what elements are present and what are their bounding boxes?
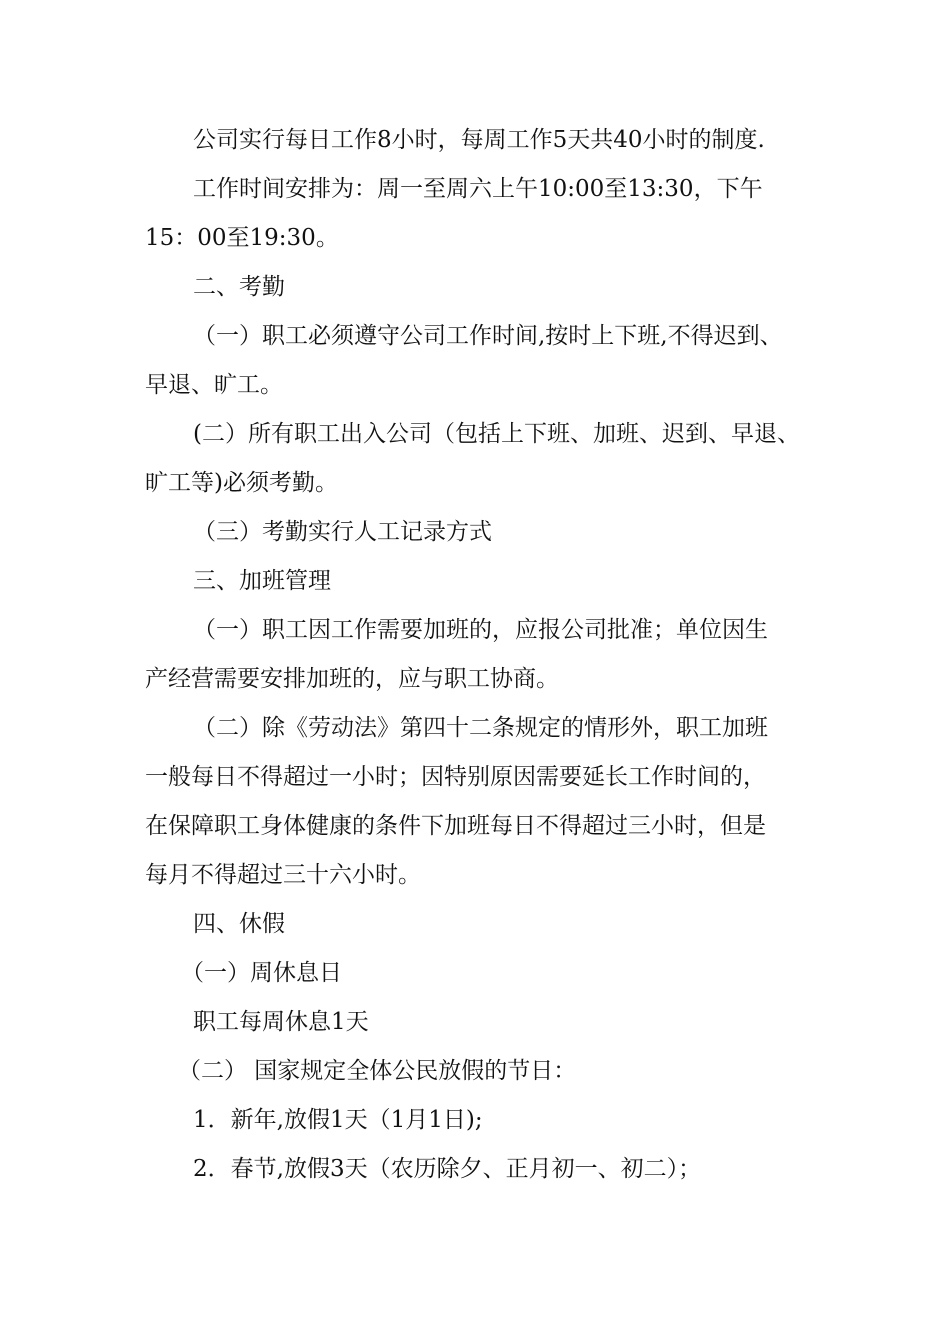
paragraph-schedule-line-1: 工作时间安排为：周一至周六上午10:00至13:30，下午	[193, 176, 763, 202]
leave-item-2-heading: （二） 国家规定全体公民放假的节日：	[178, 1058, 577, 1084]
paragraph-schedule-line-2: 15：00至19:30。	[145, 225, 339, 251]
heading-overtime: 三、加班管理	[193, 568, 331, 594]
heading-leave: 四、休假	[193, 911, 285, 937]
attendance-item-1-line-2: 早退、旷工。	[145, 372, 283, 398]
overtime-item-2-line-2: 一般每日不得超过一小时；因特别原因需要延长工作时间的，	[145, 764, 766, 790]
attendance-item-2-line-2: 旷工等)必须考勤。	[145, 470, 338, 496]
attendance-item-3: （三）考勤实行人工记录方式	[193, 519, 492, 545]
leave-item-1-heading: （一）周休息日	[181, 960, 342, 986]
leave-item-1-text: 职工每周休息1天	[193, 1009, 369, 1035]
overtime-item-2-line-3: 在保障职工身体健康的条件下加班每日不得超过三小时，但是	[145, 813, 766, 839]
attendance-item-1-line-1: （一）职工必须遵守公司工作时间,按时上下班,不得迟到、	[193, 323, 783, 349]
paragraph-work-hours: 公司实行每日工作8小时，每周工作5天共40小时的制度.	[193, 127, 765, 153]
overtime-item-2-line-4: 每月不得超过三十六小时。	[145, 862, 421, 888]
heading-attendance: 二、考勤	[193, 274, 285, 300]
attendance-item-2-line-1: (二）所有职工出入公司（包括上下班、加班、迟到、早退、	[193, 421, 800, 447]
holiday-item-new-year: 1．新年,放假1天（1月1日);	[193, 1107, 483, 1133]
overtime-item-2-line-1: （二）除《劳动法》第四十二条规定的情形外，职工加班	[193, 715, 768, 741]
overtime-item-1-line-2: 产经营需要安排加班的，应与职工协商。	[145, 666, 559, 692]
overtime-item-1-line-1: （一）职工因工作需要加班的，应报公司批准；单位因生	[193, 617, 768, 643]
holiday-item-spring-festival: 2．春节,放假3天（农历除夕、正月初一、初二）；	[193, 1156, 702, 1182]
